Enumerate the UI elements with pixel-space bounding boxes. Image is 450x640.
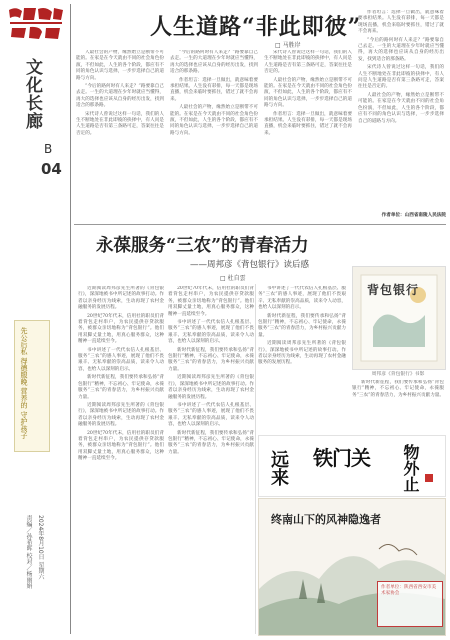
article1-paragraph: 作者坦言：选择一旦做出，就意味着要承担结果。人生没有彩排，每一天都是现场直播，机会来临时要抓住，错过了就不会再来。 xyxy=(170,77,258,102)
book-caption: 周邦彦《背包银行》书影 xyxy=(371,372,425,377)
article1-paragraph: 人最社会的产物，缘然始立是断带不可能的。在家是在今天就由不同的社会角色扮演，不但如此，人生的各个阶段，都应有不同的角色认识与选择，一步步选择自己的道路与方向。 xyxy=(76,50,164,81)
article1-paragraph: 宋代诗人曾说过这样一句话，我们的人生不断地处在非此即彼的抉择中，有人问是人生道路是否有第三条路可走，答案往往是否定的。 xyxy=(358,65,444,90)
date-line: 2024年8月10日 星期六 xyxy=(37,515,44,580)
calligraphy-center: 铁门关 xyxy=(313,446,370,470)
article1-title: 人生道路“非此即彼” xyxy=(150,14,362,40)
article2-paragraph: 书中讲述了一代代农信人扎根基层、服务“三农”的感人事迹，展现了他们不畏艰辛、无私奉献的崇高品质，读来令人动容，也给人以深刻的启示。 xyxy=(168,402,254,428)
article1-paragraph: 作者坦言：选择一旦做出，就意味着要承担结果。人生没有彩排，每一天都是现场直播，机会来临时要抓住，错过了就不会再来。 xyxy=(264,111,352,136)
masthead-divider xyxy=(70,4,71,634)
article2-paragraph: 20世纪70年代末，信用社的职员们背着背包走村串户，为农民提供存贷款服务，被群众亲切地称为“背包银行”。他们用双脚丈量土地，用真心服务群众，这种精神一直延续至今。 xyxy=(78,313,164,345)
article1-paragraph: 宋代诗人曾说过这样一句话，我们的人生不断地处在非此即彼的抉择中，有人问是人生道路是否有第三条路可走，答案往往是否定的。 xyxy=(264,50,352,75)
article1-paragraph: “今后的路何时有人来走？”路要靠自己去走。一生的大道理在少年时就应当懂得，再大的选择也应该从自身的经历出发，找到适合的那条路。 xyxy=(358,37,444,62)
section-title: 文化长廊 xyxy=(22,58,42,130)
calligraphy-panel xyxy=(258,435,446,497)
article2-column-2 xyxy=(168,286,254,626)
article2-paragraph: 近期阅读周邦彦先生所著的《背包银行》，深深地被书中所记述的故事打动。作者以亲身经历为线索，生动再现了农村金融服务的发展历程。 xyxy=(78,402,164,428)
article2-paragraph: 书中讲述了一代代农信人扎根基层、服务“三农”的感人事迹，展现了他们不畏艰辛、无私奉献的崇高品质，读来令人动容，也给人以深刻的启示。 xyxy=(168,320,254,345)
article2-paragraph: 新时代新征程，我们要传承和弘扬“背包银行”精神，不忘初心、牢记使命，永葆服务“三农”的青春活力，为乡村振兴贡献力量。 xyxy=(78,375,164,400)
masthead-logo xyxy=(6,4,66,48)
article1-byline: □ 马胜岸 xyxy=(275,42,301,49)
article1-author-note: 作者单位：山西省南陵人民法院 xyxy=(381,213,446,218)
article2-paragraph: 近期阅读周邦彦先生所著的《背包银行》，深深地被书中所记述的故事打动。作者以亲身经历为线索，生动再现了农村金融服务的发展历程。 xyxy=(168,375,254,400)
seal-stamp-icon xyxy=(425,474,433,482)
painting-title: 终南山下的风神隐逸者 xyxy=(271,513,381,526)
calligraphy-right: 物外止 xyxy=(401,444,420,492)
article1-column-1 xyxy=(76,50,164,218)
editor-line: 责编／孙希晖 校对／杨丽娟 xyxy=(25,515,32,589)
article1-paragraph: 人最社会的产物，缘然始立是断带不可能的。在家是在今天就由不同的社会角色扮演，不但如此，人生的各个阶段，都应有不同的角色认识与选择，一步步选择自己的道路与方向。 xyxy=(170,105,258,136)
slogan-text: 先公后私 得德服晚 营养的 守护孩子 xyxy=(20,327,28,439)
article2-paragraph: 近期阅读周邦彦先生所著的《背包银行》，深深地被书中所记述的故事打动。作者以亲身经历为线索，生动再现了农村金融服务的发展历程。 xyxy=(78,286,164,311)
book-cover-image xyxy=(352,266,446,370)
article1-column-3 xyxy=(264,50,352,218)
article2-paragraph: 新时代新征程，我们要传承和弘扬“背包银行”精神，不忘初心、牢记使命，永葆服务“三农”的青春活力，为乡村振兴贡献力量。 xyxy=(258,313,346,338)
article2-column-1 xyxy=(78,286,164,626)
article1-paragraph: “今后的路何时有人来走？”路要靠自己去走。一生的大道理在少年时就应当懂得，再大的选择也应该从自身的经历出发，找到适合的那条路。 xyxy=(76,84,164,109)
article2-column-3 xyxy=(258,286,346,431)
article1-paragraph: “今后的路何时有人来走？”路要靠自己去走。一生的大道理在少年时就应当懂得，再大的选择也应该从自身的经历出发，找到适合的那条路。 xyxy=(170,50,258,75)
slogan-box xyxy=(14,320,50,452)
article1-column-2 xyxy=(170,50,258,218)
column-rule xyxy=(255,284,256,634)
article1-paragraph: 作者坦言：选择一旦做出，就意味着要承担结果。人生没有彩排，每一天都是现场直播，机会来临时要抓住，错过了就不会再来。 xyxy=(358,10,444,35)
article2-paragraph: 20世纪70年代末，信用社的职员们背着背包走村串户，为农民提供存贷款服务，被群众亲切地称为“背包银行”。他们用双脚丈量土地，用真心服务群众，这种精神一直延续至今。 xyxy=(168,286,254,317)
masthead-logo-mark xyxy=(6,4,66,48)
article2-paragraph: 20世纪70年代末，信用社的职员们背着背包走村串户，为农民提供存贷款服务，被群众亲切地称为“背包银行”。他们用双脚丈量土地，用真心服务群众，这种精神一直延续至今。 xyxy=(78,430,164,462)
book-title: 背包银行 xyxy=(367,283,420,297)
article-divider xyxy=(74,224,446,225)
article1-column-4 xyxy=(358,10,444,210)
article2-column-4 xyxy=(352,380,444,430)
article2-paragraph: 新时代新征程，我们要传承和弘扬“背包银行”精神，不忘初心、牢记使命，永葆服务“三农”的青春活力，为乡村振兴贡献力量。 xyxy=(168,430,254,455)
article1-paragraph: 宋代诗人曾说过这样一句话，我们的人生不断地处在非此即彼的抉择中，有人问是人生道路是否有第三条路可走，答案往往是否定的。 xyxy=(76,111,164,136)
page-number: 04 xyxy=(41,160,62,178)
page-letter: B xyxy=(44,142,53,156)
article1-paragraph: 人最社会的产物，缘然始立是断带不可能的。在家是在今天就由不同的社会角色扮演，不但如此，人生的各个阶段，都应有不同的角色认识与选择，一步步选择自己的道路与方向。 xyxy=(264,77,352,109)
article2-title: 永葆服务“三农”的青春活力 xyxy=(96,236,309,256)
painting-caption-box xyxy=(377,581,443,627)
article2-byline: □ 杜自雲 xyxy=(220,275,246,282)
painting-image xyxy=(258,498,446,636)
article2-paragraph: 新时代新征程，我们要传承和弘扬“背包银行”精神，不忘初心、牢记使命，永葆服务“三农”的青春活力，为乡村振兴贡献力量。 xyxy=(168,347,254,372)
article2-paragraph: 书中讲述了一代代农信人扎根基层、服务“三农”的感人事迹，展现了他们不畏艰辛、无私奉献的崇高品质，读来令人动容，也给人以深刻的启示。 xyxy=(258,286,346,311)
article2-paragraph: 新时代新征程，我们要传承和弘扬“背包银行”精神，不忘初心、牢记使命，永葆服务“三农”的青春活力，为乡村振兴贡献力量。 xyxy=(352,380,444,398)
article2-subtitle: ——周邦彦《背包银行》读后感 xyxy=(190,260,310,270)
calligraphy-left: 远来 xyxy=(268,450,289,486)
article2-paragraph: 近期阅读周邦彦先生所著的《背包银行》，深深地被书中所记述的故事打动。作者以亲身经历为线索，生动再现了农村金融服务的发展历程。 xyxy=(258,341,346,366)
painting-caption: 作者单位：陕西省西安市美术家协会 xyxy=(381,585,437,596)
article2-paragraph: 书中讲述了一代代农信人扎根基层、服务“三农”的感人事迹，展现了他们不畏艰辛、无私奉献的崇高品质，读来令人动容，也给人以深刻的启示。 xyxy=(78,347,164,372)
article1-paragraph: 人最社会的产物，缘然始立是断带不可能的。在家是在今天就由不同的社会角色扮演，不但如此，人生的各个阶段，都应有不同的角色认识与选择，一步步选择自己的道路与方向。 xyxy=(358,92,444,124)
